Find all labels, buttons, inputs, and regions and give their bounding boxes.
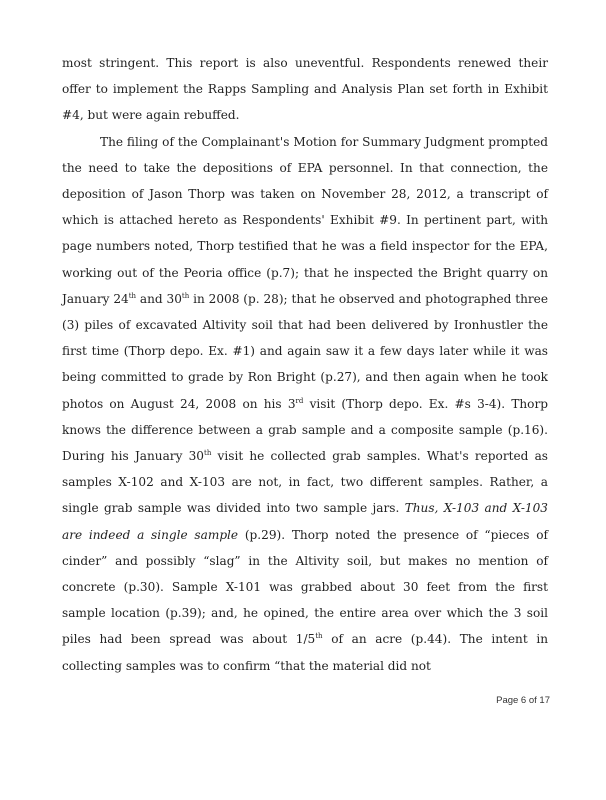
superscript: th [204, 449, 212, 458]
body-text [62, 50, 548, 679]
superscript: th [315, 632, 323, 641]
italic-text: Thus, X-103 and X-103 are indeed a single sample [62, 501, 548, 542]
text-run: The filing of the Complainant's Motion for Summary Judgment prompted the need to take the depositions of EPA personnel. In that connection, the deposition of Jason Thorp was taken on November 28, 2012, a transcript of which is attached hereto as Respondents' Exhibit #9. In pertinent part, with page numbers noted, Thorp testified that he was a field inspector for the EPA, working out of the Peoria office (p.7); that he inspected the Bright quarry on January 24 [62, 134, 548, 306]
superscript: th [128, 291, 137, 300]
text-run: in 2008 (p. 28); that he observed and photographed three (3) piles of excavated Altivity soil that had been delivered by Ironhustler the first time (Thorp depo. Ex. #1) and again saw it a few days later while it was being committed to grade by Ron Bright (p.27), and then again when he took photos on August 24, 2008 on his 3 [62, 291, 548, 411]
text-run: visit he collected grab samples. What's reported as samples X-102 and X-103 are not, in fact, two different samples. Rather, a single grab sample was divided into two sample jars. [62, 449, 548, 516]
text-run: and 30 [136, 291, 182, 306]
page-number: Page 6 of 17 [496, 695, 550, 706]
superscript: rd [295, 396, 304, 405]
paragraph-continuation: most stringent. This report is also uneventful. Respondents renewed their offer to implement the Rapps Sampling and Analysis Plan set forth in Exhibit #4, but were again rebuffed. [62, 56, 548, 123]
text-run: (p.29). Thorp noted the presence of “pieces of cinder” and possibly “slag” in the Altivity soil, but makes no mention of concrete (p.30). Sample X-101 was grabbed about 30 feet from the first sample location (p.39); and, he opined, the entire area over which the 3 soil piles had been spread was about 1/5 [62, 527, 548, 647]
text-run: visit (Thorp depo. Ex. #s 3-4). Thorp knows the difference between a grab sample and a composite sample (p.16). During his January 30 [62, 396, 548, 464]
superscript: th [181, 291, 190, 300]
text-run: of an acre (p.44). The intent in collecting samples was to confirm “that the material did not [62, 632, 548, 673]
paragraph-deposition [62, 129, 548, 679]
